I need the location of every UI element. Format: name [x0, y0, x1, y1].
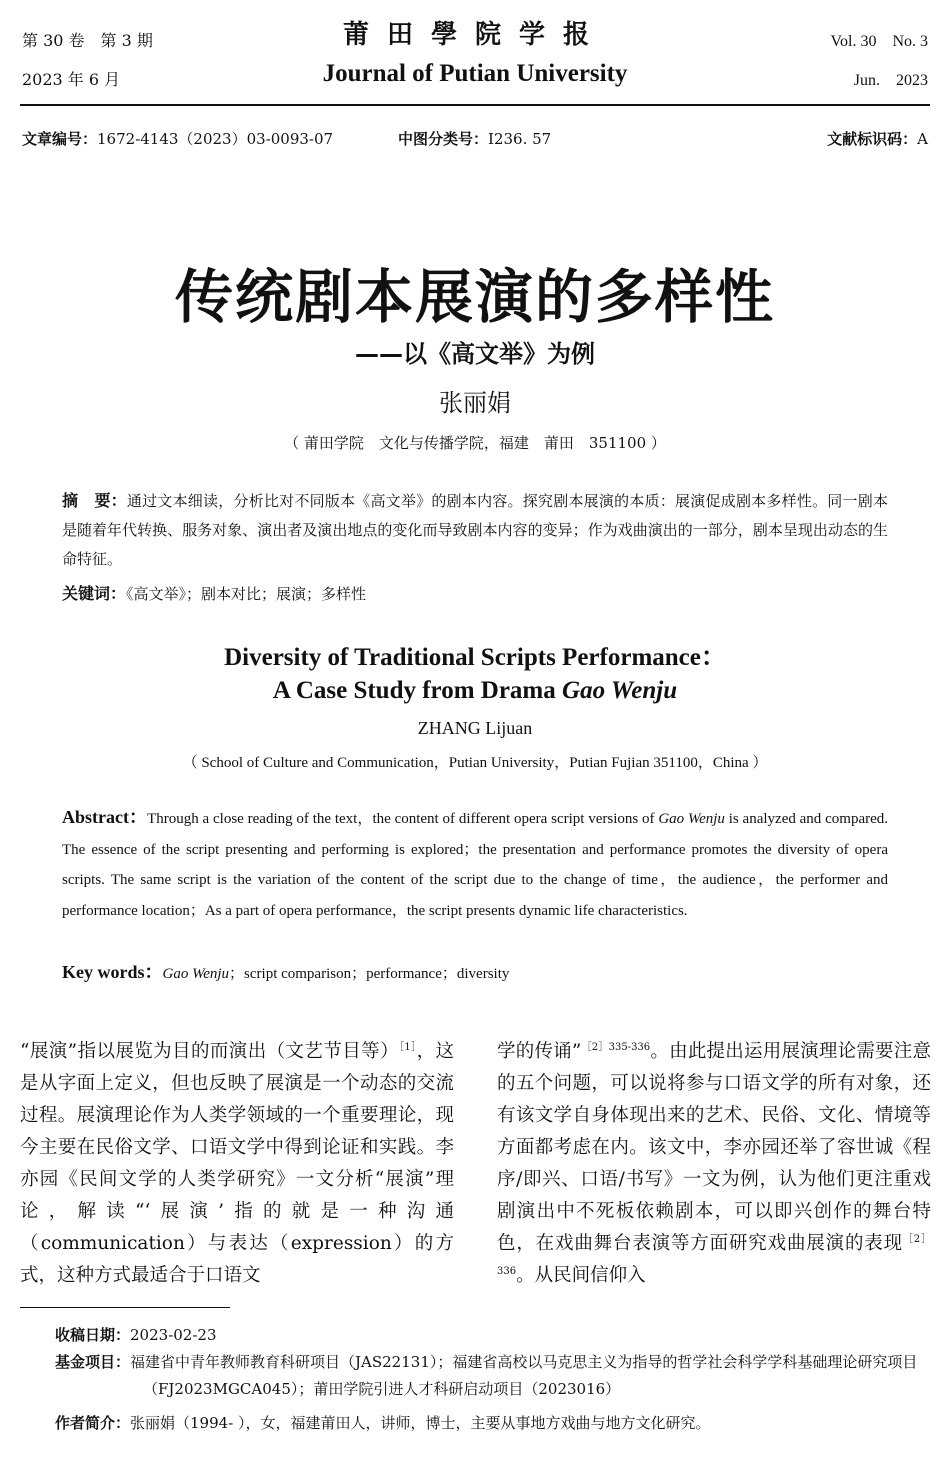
abstract-cn-text: 通过文本细读，分析比对不同版本《高文举》的剧本内容。探究剧本展演的本质：展演促成剧本多样性。同一剧本是随着年代转换、服务对象、演出者及演出地点的变化而导致剧本内容的变异；作为戏曲演出的一部分，剧本呈现出动态的生命特征。	[62, 492, 888, 568]
english-title-line2: A Case Study from Drama Gao Wenju	[272, 677, 678, 704]
date-cn: 2023 年 6 月	[22, 70, 121, 89]
author-name-en: ZHANG Lijuan	[417, 718, 533, 738]
journal-title-cn: 莆田學院学报	[342, 20, 607, 50]
author-name-cn: 张丽娟	[439, 389, 511, 417]
keywords-en: Key words：Gao Wenju；script comparison；performance；diversity	[62, 962, 510, 982]
footnote-received: 收稿日期：2023-02-23	[55, 1326, 217, 1344]
clc-number: 中图分类号：I236. 57	[398, 130, 552, 148]
abstract-en: Abstract：Through a close reading of the text，the content of different opera script versions of Gao Wenju is analyzed and compared. The essence of the script presenting and performing is explored；the presentation and performance promotes the diversity of opera scripts. The same script is the variation of the content of the script due to the change of time，the audience，the performer and performance location；As a part of opera performance，the script presents dynamic life characteristics.	[62, 807, 888, 919]
date-en: Jun. 2023	[853, 72, 928, 89]
affiliation-cn: （ 莆田学院 文化与传播学院，福建 莆田 351100 ）	[284, 434, 666, 452]
abstract-cn	[62, 486, 888, 574]
journal-title-en: Journal of Putian University	[322, 60, 628, 87]
citation-ref: ［2］335-336	[581, 1041, 651, 1053]
keywords-en-label: Key words：	[62, 962, 163, 982]
volume-issue-en: Vol. 30 No. 3	[830, 33, 928, 50]
article-subtitle: ——以《高文举》为例	[355, 340, 595, 368]
article-title: 传统剧本展演的多样性	[174, 263, 775, 331]
abstract-en-label: Abstract：	[62, 807, 148, 827]
keywords-cn-text: 《高文举》；剧本对比；展演；多样性	[126, 585, 367, 603]
keywords-cn-label: 关键词：	[62, 584, 127, 603]
document-code: 文献标识码：A	[827, 130, 928, 148]
keywords-cn	[62, 580, 888, 608]
volume-issue-cn: 第 30 卷 第 3 期	[22, 31, 153, 50]
footnote-rule	[20, 1307, 230, 1308]
body-column-right: 学的传诵”$^{[2]335-336}$。由此提出运用展演理论需要注意的五个问题，可以说将参与口语文学的所有对象，还有该文学自身体现出来的艺术、民俗、文化、情境等方面都考虑在内。该文中，李亦园还举了容世诚《程序/即兴、口语/书写》一文为例，认为他们更注重戏剧演出中不死板依赖剧本，可以即兴创作的舞台特色，在戏曲舞台表演等方面研究戏曲展演的表现$^{[2]336}$。从民间信仰入	[497, 1041, 931, 1286]
footnote-author-bio: 作者简介：张丽娟（1994- ），女，福建莆田人，讲师，博士，主要从事地方戏曲与地方文化研究。	[55, 1414, 711, 1432]
citation-ref: ［2］336	[497, 1233, 931, 1277]
citation-ref: ［1］	[398, 1041, 417, 1053]
article-number: 文章编号：1672-4143（2023）03-0093-07	[22, 130, 334, 148]
header-rule	[20, 104, 930, 106]
abstract-cn-label: 摘 要：	[62, 491, 127, 510]
english-title-line1: Diversity of Traditional Scripts Performance：	[224, 644, 726, 671]
body-column-left: “展演”指以展览为目的而演出（文艺节目等）$^{[1]}$，这是从字面上定义，但也反映了展演是一个动态的交流过程。展演理论作为人类学领域的一个重要理论，现今主要在民俗文学、口语文学中得到论证和实践。李亦园《民间文学的人类学研究》一文分析“展演”理论，解读“‘展演’指的就是一种沟通（communication）与表达（expression）的方式，这种方式最适合于口语文	[20, 1041, 454, 1286]
footnote-funding: 基金项目：福建省中青年教师教育科研项目（JAS22131）；福建省高校以马克思主义为指导的哲学社会科学学科基础理论研究项目（FJ2023MGCA045）；莆田学院引进人才科研启动项目（2023016）	[55, 1353, 918, 1398]
affiliation-en: （ School of Culture and Communication，Putian University，Putian Fujian 351100，China ）	[182, 755, 768, 771]
